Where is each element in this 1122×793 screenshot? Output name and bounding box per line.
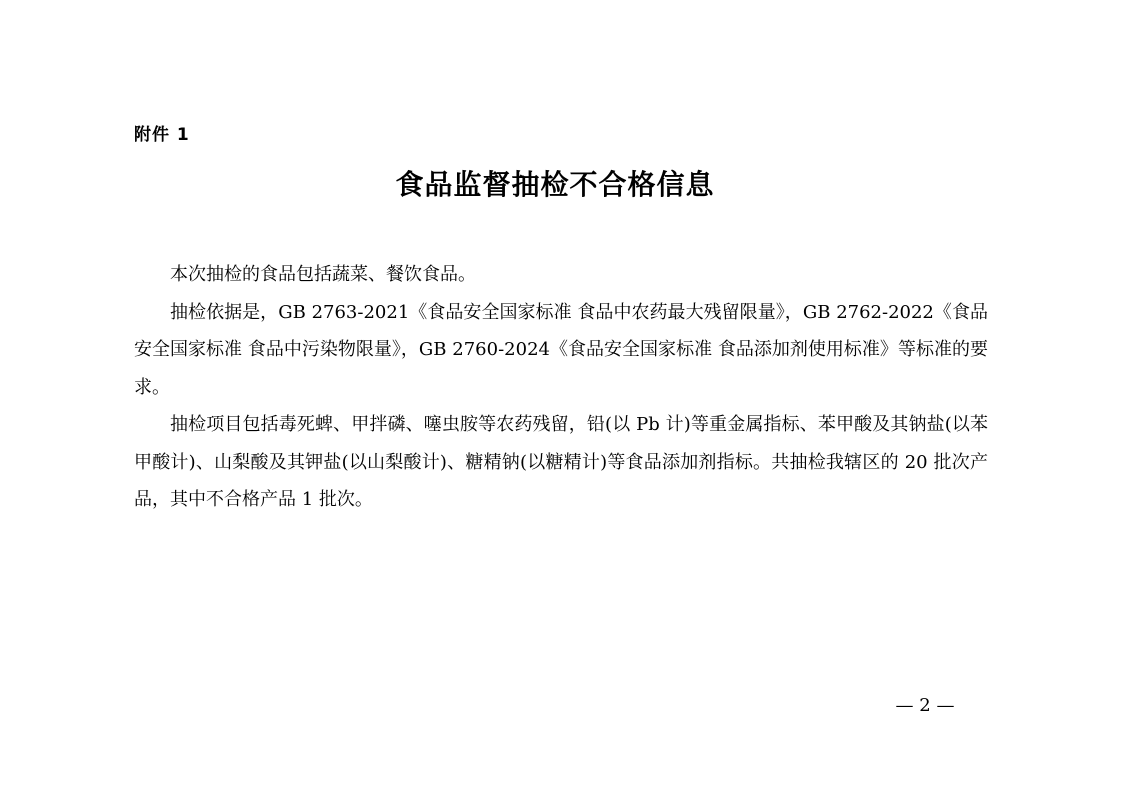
page-number: — 2 — [895, 695, 955, 716]
document-body [134, 256, 988, 519]
attachment-label: 附件 1 [134, 125, 190, 145]
document-title: 食品监督抽检不合格信息 [395, 168, 715, 201]
paragraph-standards: 抽检依据是，GB 2763-2021《食品安全国家标准 食品中农药最大残留限量》，GB 2762-2022《食品安全国家标准 食品中污染物限量》，GB 2760-2024《食品安全国家标准 食品添加剂使用标准》等标准的要求。 [134, 301, 988, 398]
paragraph-test-items: 抽检项目包括毒死蜱、甲拌磷、噻虫胺等农药残留，铅(以 Pb 计)等重金属指标、苯甲酸及其钠盐(以苯甲酸计)、山梨酸及其钾盐(以山梨酸计)、糖精钠(以糖精计)等食品添加剂指标。共抽检我辖区的 20 批次产品，其中不合格产品 1 批次。 [134, 414, 988, 510]
paragraph-scope: 本次抽检的食品包括蔬菜、餐饮食品。 [170, 264, 476, 285]
